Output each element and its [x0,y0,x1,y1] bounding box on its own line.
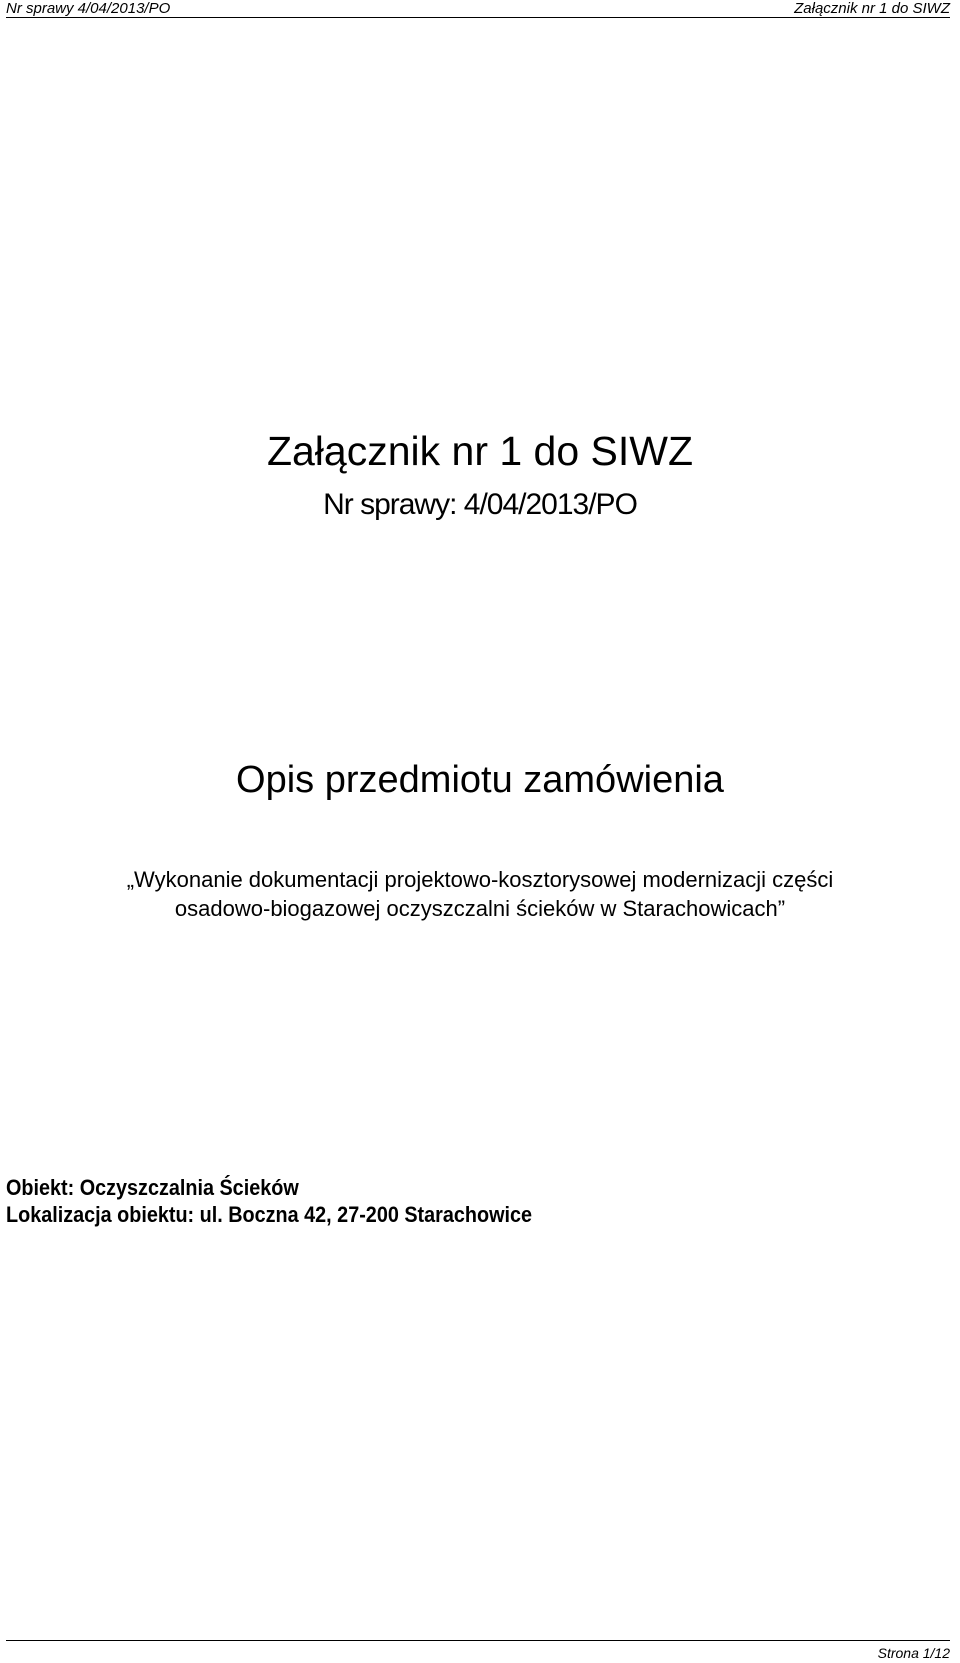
header-attachment-label: Załącznik nr 1 do SIWZ [794,0,950,17]
object-location: Lokalizacja obiektu: ul. Boczna 42, 27-200 Starachowice [6,1202,533,1227]
header-case-number: Nr sprawy 4/04/2013/PO [6,0,171,17]
object-info [6,1174,532,1228]
page-header [6,0,950,18]
task-description-line-2: osadowo-biogazowej oczyszczalni ścieków w Starachowicach” [174,896,786,921]
case-number: Nr sprawy: 4/04/2013/PO [323,488,637,521]
page-number: Strona 1/12 [877,1645,950,1661]
object-name: Obiekt: Oczyszczalnia Ścieków [6,1175,299,1200]
page-footer [6,1640,950,1661]
attachment-title: Załącznik nr 1 do SIWZ [266,428,694,474]
task-description-line-1: „Wykonanie dokumentacji projektowo-kosztorysowej modernizacji części [126,867,834,892]
task-description [0,865,960,923]
order-description-heading: Opis przedmiotu zamówienia [236,759,724,801]
